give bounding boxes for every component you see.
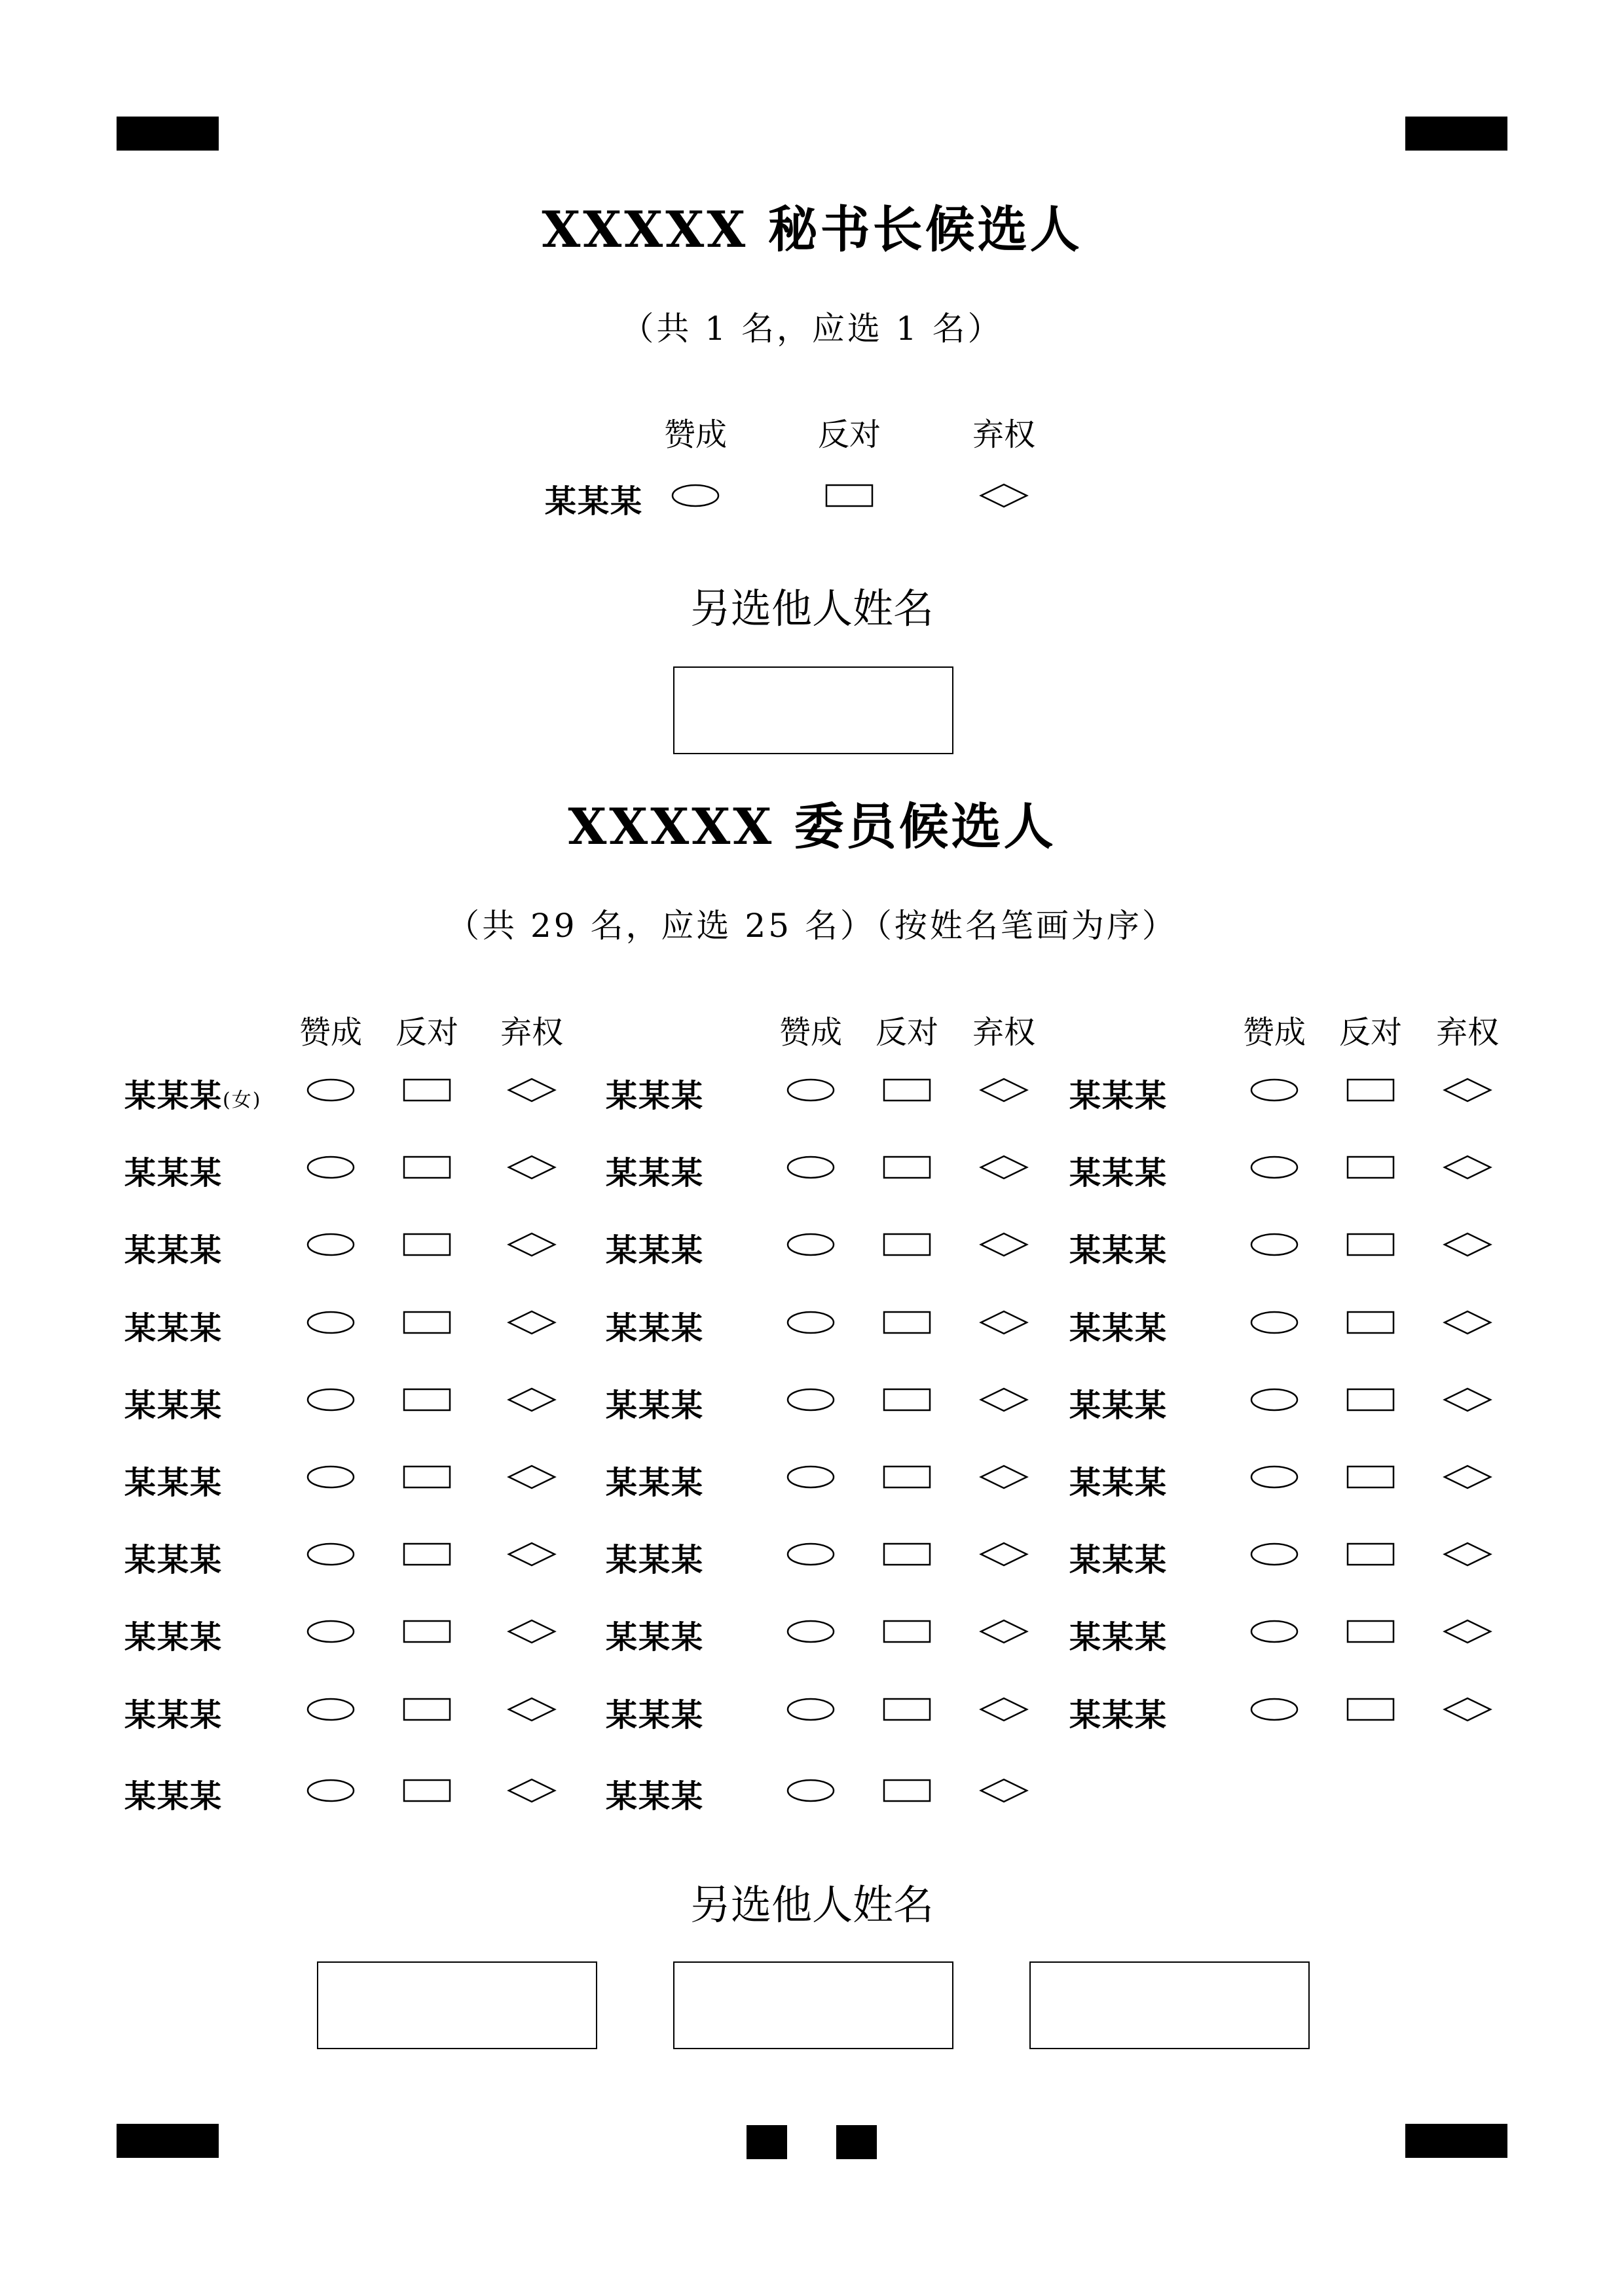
vote-abstain[interactable] bbox=[506, 1231, 558, 1258]
oval-icon bbox=[308, 1312, 354, 1333]
vote-approve[interactable] bbox=[304, 1309, 357, 1336]
candidate-name: 某某某 bbox=[1069, 1697, 1168, 1734]
vote-abstain[interactable] bbox=[978, 1231, 1030, 1258]
diamond-icon bbox=[509, 1233, 555, 1256]
vote-approve[interactable] bbox=[304, 1777, 357, 1804]
vote-approve[interactable] bbox=[304, 1077, 357, 1103]
vote-approve[interactable] bbox=[1248, 1464, 1301, 1490]
oval-icon bbox=[308, 1389, 354, 1410]
candidate-name: 某某某 bbox=[606, 1778, 705, 1815]
vote-abstain[interactable] bbox=[978, 1387, 1030, 1413]
vote-approve[interactable] bbox=[669, 483, 722, 509]
rectangle-icon bbox=[1348, 1234, 1393, 1255]
rectangle-icon bbox=[884, 1234, 930, 1255]
vote-approve[interactable] bbox=[784, 1231, 837, 1258]
timing-mark-2 bbox=[836, 2125, 877, 2159]
candidate-name: 某某某 bbox=[1069, 1619, 1168, 1656]
diamond-icon bbox=[509, 1156, 555, 1178]
option-label-oppose: 反对 bbox=[817, 416, 881, 453]
vote-abstain[interactable] bbox=[506, 1154, 558, 1180]
rectangle-icon bbox=[404, 1699, 450, 1720]
oval-icon bbox=[1251, 1312, 1297, 1333]
vote-approve[interactable] bbox=[1248, 1618, 1301, 1645]
section2-title: XXXXX 委员候选人 bbox=[568, 797, 1056, 856]
vote-oppose[interactable] bbox=[881, 1231, 933, 1258]
vote-oppose[interactable] bbox=[1344, 1231, 1397, 1258]
diamond-icon bbox=[1445, 1233, 1490, 1256]
diamond-icon bbox=[1445, 1466, 1490, 1488]
vote-oppose[interactable] bbox=[401, 1231, 453, 1258]
diamond-icon bbox=[1445, 1543, 1490, 1565]
vote-oppose[interactable] bbox=[401, 1154, 453, 1180]
vote-oppose[interactable] bbox=[1344, 1541, 1397, 1567]
diamond-icon bbox=[1445, 1311, 1490, 1334]
rectangle-icon bbox=[1348, 1621, 1393, 1642]
vote-oppose[interactable] bbox=[881, 1696, 933, 1722]
vote-oppose[interactable] bbox=[1344, 1696, 1397, 1722]
vote-approve[interactable] bbox=[1248, 1077, 1301, 1103]
option-label-abstain: 弃权 bbox=[500, 1014, 563, 1051]
vote-oppose[interactable] bbox=[401, 1387, 453, 1413]
oval-icon bbox=[1251, 1699, 1297, 1720]
candidate-name: 某某某 bbox=[1069, 1232, 1168, 1269]
vote-abstain[interactable] bbox=[506, 1077, 558, 1103]
vote-oppose[interactable] bbox=[1344, 1464, 1397, 1490]
rectangle-icon bbox=[884, 1080, 930, 1101]
candidate-name: 某某某 bbox=[1069, 1542, 1168, 1578]
vote-oppose[interactable] bbox=[401, 1077, 453, 1103]
candidate-name: 某某某 bbox=[124, 1232, 223, 1269]
rectangle-icon bbox=[404, 1312, 450, 1333]
candidate-name: 某某某 bbox=[1069, 1310, 1168, 1347]
vote-approve[interactable] bbox=[784, 1077, 837, 1103]
candidate-name: 某某某 bbox=[606, 1155, 705, 1192]
vote-abstain[interactable] bbox=[978, 1154, 1030, 1180]
vote-abstain[interactable] bbox=[506, 1541, 558, 1567]
rectangle-icon bbox=[1348, 1080, 1393, 1101]
option-label-approve: 赞成 bbox=[1242, 1014, 1306, 1051]
candidate-name: 某某某(女) bbox=[124, 1078, 262, 1114]
vote-approve[interactable] bbox=[1248, 1154, 1301, 1180]
candidate-name: 某某某 bbox=[606, 1542, 705, 1578]
oval-icon bbox=[308, 1157, 354, 1178]
vote-approve[interactable] bbox=[304, 1464, 357, 1490]
vote-oppose[interactable] bbox=[401, 1309, 453, 1336]
diamond-icon bbox=[1445, 1389, 1490, 1411]
candidate-name: 某某某 bbox=[124, 1697, 223, 1734]
oval-icon bbox=[1251, 1467, 1297, 1487]
rectangle-icon bbox=[404, 1780, 450, 1801]
rectangle-icon bbox=[1348, 1389, 1393, 1410]
candidate-name: 某某某 bbox=[124, 1310, 223, 1347]
vote-oppose[interactable] bbox=[881, 1618, 933, 1645]
section1-subtitle: （共 1 名，应选 1 名） bbox=[621, 310, 1003, 348]
candidate-note: (女) bbox=[223, 1089, 262, 1112]
write-in-box-1[interactable] bbox=[317, 1961, 597, 2049]
candidate-name: 某某某 bbox=[606, 1078, 705, 1114]
vote-oppose[interactable] bbox=[881, 1154, 933, 1180]
diamond-icon bbox=[1445, 1620, 1490, 1643]
vote-oppose[interactable] bbox=[823, 483, 876, 509]
oval-icon bbox=[673, 485, 718, 506]
rectangle-icon bbox=[1348, 1157, 1393, 1178]
vote-abstain[interactable] bbox=[1441, 1154, 1494, 1180]
candidate-name: 某某某 bbox=[124, 1778, 223, 1815]
oval-icon bbox=[1251, 1234, 1297, 1255]
diamond-icon bbox=[509, 1620, 555, 1643]
vote-approve[interactable] bbox=[304, 1387, 357, 1413]
candidate-name: 某某某 bbox=[1069, 1155, 1168, 1192]
candidate-name: 某某某 bbox=[124, 1155, 223, 1192]
vote-approve[interactable] bbox=[304, 1618, 357, 1645]
vote-abstain[interactable] bbox=[506, 1464, 558, 1490]
diamond-icon bbox=[981, 1389, 1027, 1411]
diamond-icon bbox=[981, 1156, 1027, 1178]
diamond-icon bbox=[981, 1779, 1027, 1802]
write-in-box-3[interactable] bbox=[1029, 1961, 1310, 2049]
diamond-icon bbox=[1445, 1079, 1490, 1101]
section2-write-in-title: 另选他人姓名 bbox=[690, 1881, 934, 1929]
vote-abstain[interactable] bbox=[978, 1464, 1030, 1490]
candidate-name: 某某某 bbox=[124, 1542, 223, 1578]
section2-subtitle: （共 29 名，应选 25 名）（按姓名笔画为序） bbox=[447, 907, 1177, 945]
rectangle-icon bbox=[1348, 1544, 1393, 1565]
oval-icon bbox=[788, 1312, 834, 1333]
candidate-name: 某某某 bbox=[124, 1465, 223, 1501]
vote-approve[interactable] bbox=[784, 1618, 837, 1645]
option-label-abstain: 弃权 bbox=[972, 416, 1035, 453]
rectangle-icon bbox=[884, 1157, 930, 1178]
vote-abstain[interactable] bbox=[1441, 1387, 1494, 1413]
vote-approve[interactable] bbox=[784, 1154, 837, 1180]
vote-approve[interactable] bbox=[1248, 1231, 1301, 1258]
vote-abstain[interactable] bbox=[506, 1696, 558, 1722]
write-in-box-2[interactable] bbox=[673, 1961, 953, 2049]
oval-icon bbox=[788, 1080, 834, 1101]
candidate-name: 某某某 bbox=[606, 1387, 705, 1424]
diamond-icon bbox=[981, 1620, 1027, 1643]
oval-icon bbox=[1251, 1157, 1297, 1178]
vote-oppose[interactable] bbox=[401, 1464, 453, 1490]
rectangle-icon bbox=[404, 1080, 450, 1101]
candidate-name: 某某某 bbox=[1069, 1465, 1168, 1501]
vote-oppose[interactable] bbox=[1344, 1387, 1397, 1413]
vote-oppose[interactable] bbox=[881, 1541, 933, 1567]
oval-icon bbox=[788, 1157, 834, 1178]
vote-approve[interactable] bbox=[784, 1309, 837, 1336]
write-in-box-1[interactable] bbox=[673, 666, 953, 754]
rectangle-icon bbox=[1348, 1467, 1393, 1487]
option-label-oppose: 反对 bbox=[1338, 1014, 1402, 1051]
vote-oppose[interactable] bbox=[1344, 1154, 1397, 1180]
vote-abstain[interactable] bbox=[978, 1309, 1030, 1336]
vote-approve[interactable] bbox=[784, 1541, 837, 1567]
vote-oppose[interactable] bbox=[1344, 1077, 1397, 1103]
vote-approve[interactable] bbox=[1248, 1387, 1301, 1413]
section1-write-in-title: 另选他人姓名 bbox=[690, 585, 934, 632]
vote-approve[interactable] bbox=[1248, 1696, 1301, 1722]
oval-icon bbox=[308, 1544, 354, 1565]
diamond-icon bbox=[509, 1466, 555, 1488]
oval-icon bbox=[1251, 1621, 1297, 1642]
rectangle-icon bbox=[1348, 1312, 1393, 1333]
vote-approve[interactable] bbox=[304, 1154, 357, 1180]
vote-approve[interactable] bbox=[784, 1696, 837, 1722]
rectangle-icon bbox=[884, 1389, 930, 1410]
vote-abstain[interactable] bbox=[1441, 1696, 1494, 1722]
vote-abstain[interactable] bbox=[1441, 1464, 1494, 1490]
option-label-oppose: 反对 bbox=[875, 1014, 938, 1051]
vote-approve[interactable] bbox=[304, 1541, 357, 1567]
vote-abstain[interactable] bbox=[1441, 1077, 1494, 1103]
rectangle-icon bbox=[826, 485, 872, 506]
vote-abstain[interactable] bbox=[1441, 1231, 1494, 1258]
diamond-icon bbox=[981, 1466, 1027, 1488]
vote-oppose[interactable] bbox=[1344, 1618, 1397, 1645]
vote-oppose[interactable] bbox=[1344, 1309, 1397, 1336]
vote-abstain[interactable] bbox=[506, 1309, 558, 1336]
rectangle-icon bbox=[884, 1780, 930, 1801]
diamond-icon bbox=[981, 1698, 1027, 1721]
rectangle-icon bbox=[404, 1389, 450, 1410]
vote-abstain[interactable] bbox=[1441, 1541, 1494, 1567]
candidate-name: 某某某 bbox=[1069, 1387, 1168, 1424]
rectangle-icon bbox=[884, 1699, 930, 1720]
vote-oppose[interactable] bbox=[881, 1387, 933, 1413]
vote-abstain[interactable] bbox=[978, 1696, 1030, 1722]
vote-approve[interactable] bbox=[784, 1777, 837, 1804]
vote-abstain[interactable] bbox=[1441, 1618, 1494, 1645]
vote-oppose[interactable] bbox=[401, 1541, 453, 1567]
rectangle-icon bbox=[884, 1544, 930, 1565]
vote-abstain[interactable] bbox=[978, 1541, 1030, 1567]
vote-oppose[interactable] bbox=[881, 1309, 933, 1336]
candidate-name: 某某某 bbox=[606, 1310, 705, 1347]
diamond-icon bbox=[509, 1311, 555, 1334]
oval-icon bbox=[308, 1780, 354, 1801]
vote-abstain[interactable] bbox=[506, 1618, 558, 1645]
vote-abstain[interactable] bbox=[1441, 1309, 1494, 1336]
rectangle-icon bbox=[404, 1544, 450, 1565]
vote-abstain[interactable] bbox=[506, 1387, 558, 1413]
oval-icon bbox=[308, 1699, 354, 1720]
candidate-name: 某某某 bbox=[124, 1387, 223, 1424]
option-label-oppose: 反对 bbox=[395, 1014, 458, 1051]
vote-approve[interactable] bbox=[1248, 1541, 1301, 1567]
rectangle-icon bbox=[884, 1467, 930, 1487]
registration-mark-bottom-left bbox=[117, 2124, 219, 2158]
vote-abstain[interactable] bbox=[978, 1777, 1030, 1804]
vote-oppose[interactable] bbox=[401, 1618, 453, 1645]
rectangle-icon bbox=[404, 1621, 450, 1642]
diamond-icon bbox=[509, 1779, 555, 1802]
diamond-icon bbox=[981, 484, 1027, 507]
vote-oppose[interactable] bbox=[401, 1696, 453, 1722]
registration-mark-top-right bbox=[1405, 117, 1507, 151]
registration-mark-bottom-right bbox=[1405, 2124, 1507, 2158]
rectangle-icon bbox=[884, 1621, 930, 1642]
oval-icon bbox=[788, 1699, 834, 1720]
candidate-name: 某某某 bbox=[545, 483, 644, 520]
diamond-icon bbox=[509, 1698, 555, 1721]
diamond-icon bbox=[509, 1543, 555, 1565]
diamond-icon bbox=[981, 1233, 1027, 1256]
vote-approve[interactable] bbox=[784, 1464, 837, 1490]
oval-icon bbox=[788, 1467, 834, 1487]
rectangle-icon bbox=[404, 1234, 450, 1255]
diamond-icon bbox=[1445, 1156, 1490, 1178]
oval-icon bbox=[788, 1389, 834, 1410]
option-label-approve: 赞成 bbox=[663, 416, 727, 453]
rectangle-icon bbox=[404, 1467, 450, 1487]
vote-abstain[interactable] bbox=[978, 1618, 1030, 1645]
option-label-approve: 赞成 bbox=[779, 1014, 842, 1051]
option-label-abstain: 弃权 bbox=[1435, 1014, 1499, 1051]
oval-icon bbox=[1251, 1389, 1297, 1410]
diamond-icon bbox=[1445, 1698, 1490, 1721]
oval-icon bbox=[1251, 1080, 1297, 1101]
oval-icon bbox=[788, 1780, 834, 1801]
vote-oppose[interactable] bbox=[401, 1777, 453, 1804]
option-label-approve: 赞成 bbox=[299, 1014, 362, 1051]
candidate-name: 某某某 bbox=[606, 1619, 705, 1656]
vote-approve[interactable] bbox=[1248, 1309, 1301, 1336]
timing-mark-1 bbox=[747, 2125, 787, 2159]
rectangle-icon bbox=[884, 1312, 930, 1333]
candidate-name: 某某某 bbox=[124, 1619, 223, 1656]
candidate-name: 某某某 bbox=[606, 1697, 705, 1734]
option-label-abstain: 弃权 bbox=[972, 1014, 1035, 1051]
vote-abstain[interactable] bbox=[978, 483, 1030, 509]
vote-oppose[interactable] bbox=[881, 1464, 933, 1490]
rectangle-icon bbox=[1348, 1699, 1393, 1720]
vote-approve[interactable] bbox=[304, 1231, 357, 1258]
candidate-name: 某某某 bbox=[1069, 1078, 1168, 1114]
oval-icon bbox=[788, 1621, 834, 1642]
section1-title: XXXXX 秘书长候选人 bbox=[542, 200, 1082, 259]
vote-oppose[interactable] bbox=[881, 1777, 933, 1804]
oval-icon bbox=[308, 1080, 354, 1101]
oval-icon bbox=[308, 1234, 354, 1255]
oval-icon bbox=[788, 1544, 834, 1565]
diamond-icon bbox=[981, 1311, 1027, 1334]
vote-oppose[interactable] bbox=[881, 1077, 933, 1103]
candidate-name: 某某某 bbox=[606, 1465, 705, 1501]
oval-icon bbox=[788, 1234, 834, 1255]
diamond-icon bbox=[509, 1389, 555, 1411]
oval-icon bbox=[308, 1621, 354, 1642]
oval-icon bbox=[308, 1467, 354, 1487]
registration-mark-top-left bbox=[117, 117, 219, 151]
vote-abstain[interactable] bbox=[506, 1777, 558, 1804]
diamond-icon bbox=[981, 1079, 1027, 1101]
vote-abstain[interactable] bbox=[978, 1077, 1030, 1103]
diamond-icon bbox=[981, 1543, 1027, 1565]
vote-approve[interactable] bbox=[784, 1387, 837, 1413]
oval-icon bbox=[1251, 1544, 1297, 1565]
rectangle-icon bbox=[404, 1157, 450, 1178]
diamond-icon bbox=[509, 1079, 555, 1101]
vote-approve[interactable] bbox=[304, 1696, 357, 1722]
candidate-name: 某某某 bbox=[606, 1232, 705, 1269]
